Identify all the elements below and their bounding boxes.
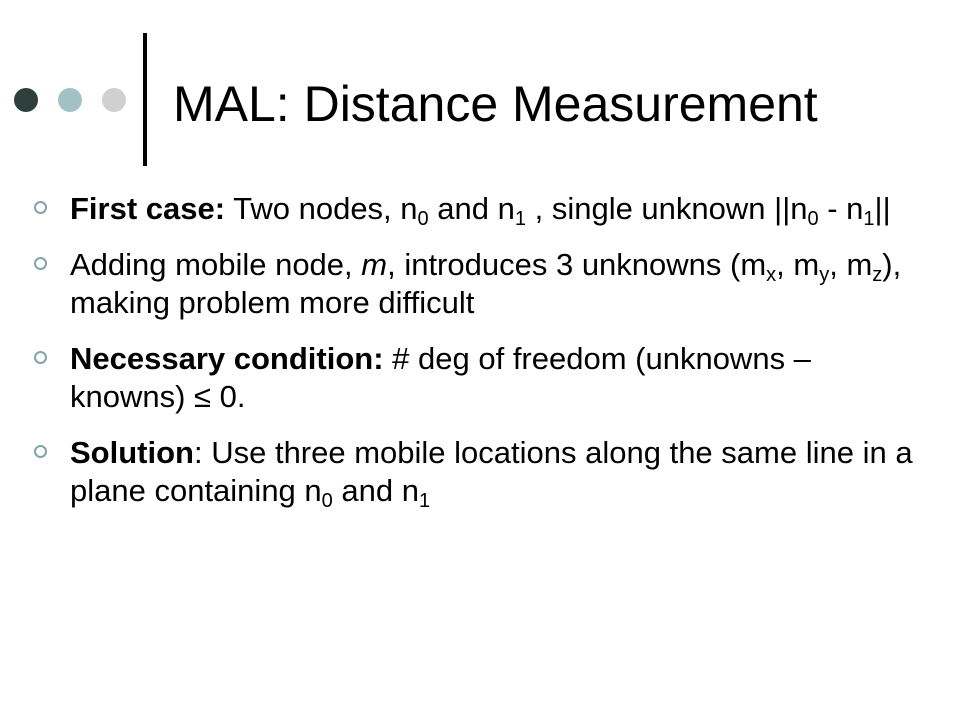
bullet-label: First case:	[70, 191, 226, 226]
bullet-circle-icon	[34, 201, 47, 214]
italic-term: m	[361, 247, 388, 282]
bullet-necessary-condition	[34, 340, 934, 416]
header-dots	[14, 88, 134, 112]
text-run: Adding mobile node,	[70, 247, 362, 282]
subscript: 1	[863, 208, 875, 230]
subscript: z	[872, 264, 883, 286]
text-run: and n	[332, 473, 419, 508]
text-run: : Use three mobile locations along the same line in a plane containing n	[70, 435, 913, 508]
text-run: # deg of freedom (unknowns – knowns) ≤ 0.	[70, 341, 811, 414]
bullet-text	[70, 341, 811, 414]
bullet-label: Solution	[70, 435, 194, 470]
bullet-circle-icon	[34, 257, 47, 270]
text-run: ||	[874, 191, 891, 226]
text-run: ), making problem more difficult	[70, 247, 902, 320]
bullet-text	[70, 435, 913, 512]
bullet-circle-icon	[34, 445, 47, 458]
subscript: 1	[514, 208, 526, 230]
header-dot-teal	[58, 88, 82, 112]
bullet-solution	[34, 434, 934, 510]
text-run: , m	[829, 247, 873, 282]
subscript: 1	[418, 490, 431, 512]
text-run: , introduces 3 unknowns (m	[387, 247, 767, 282]
text-run: , single unknown ||n	[525, 191, 808, 226]
bullet-circle-icon	[34, 351, 47, 364]
subscript: x	[766, 264, 777, 286]
text-run: and n	[428, 191, 515, 226]
bullet-list	[34, 190, 934, 528]
bullet-text	[70, 191, 891, 230]
title-divider	[143, 33, 147, 166]
bullet-text	[70, 247, 901, 320]
header-dot-gray	[102, 88, 126, 112]
header-dot-dark	[14, 88, 38, 112]
slide-title: MAL: Distance Measurement	[173, 76, 818, 132]
subscript: y	[819, 264, 830, 286]
bullet-first-case	[34, 190, 934, 228]
subscript: 0	[417, 208, 429, 230]
text-run: - n	[818, 191, 864, 226]
subscript: 0	[807, 208, 819, 230]
text-run: Two nodes, n	[225, 191, 418, 226]
subscript: 0	[321, 490, 333, 512]
text-run: , m	[776, 247, 820, 282]
bullet-label: Necessary condition:	[70, 341, 384, 376]
bullet-mobile-node	[34, 246, 934, 322]
